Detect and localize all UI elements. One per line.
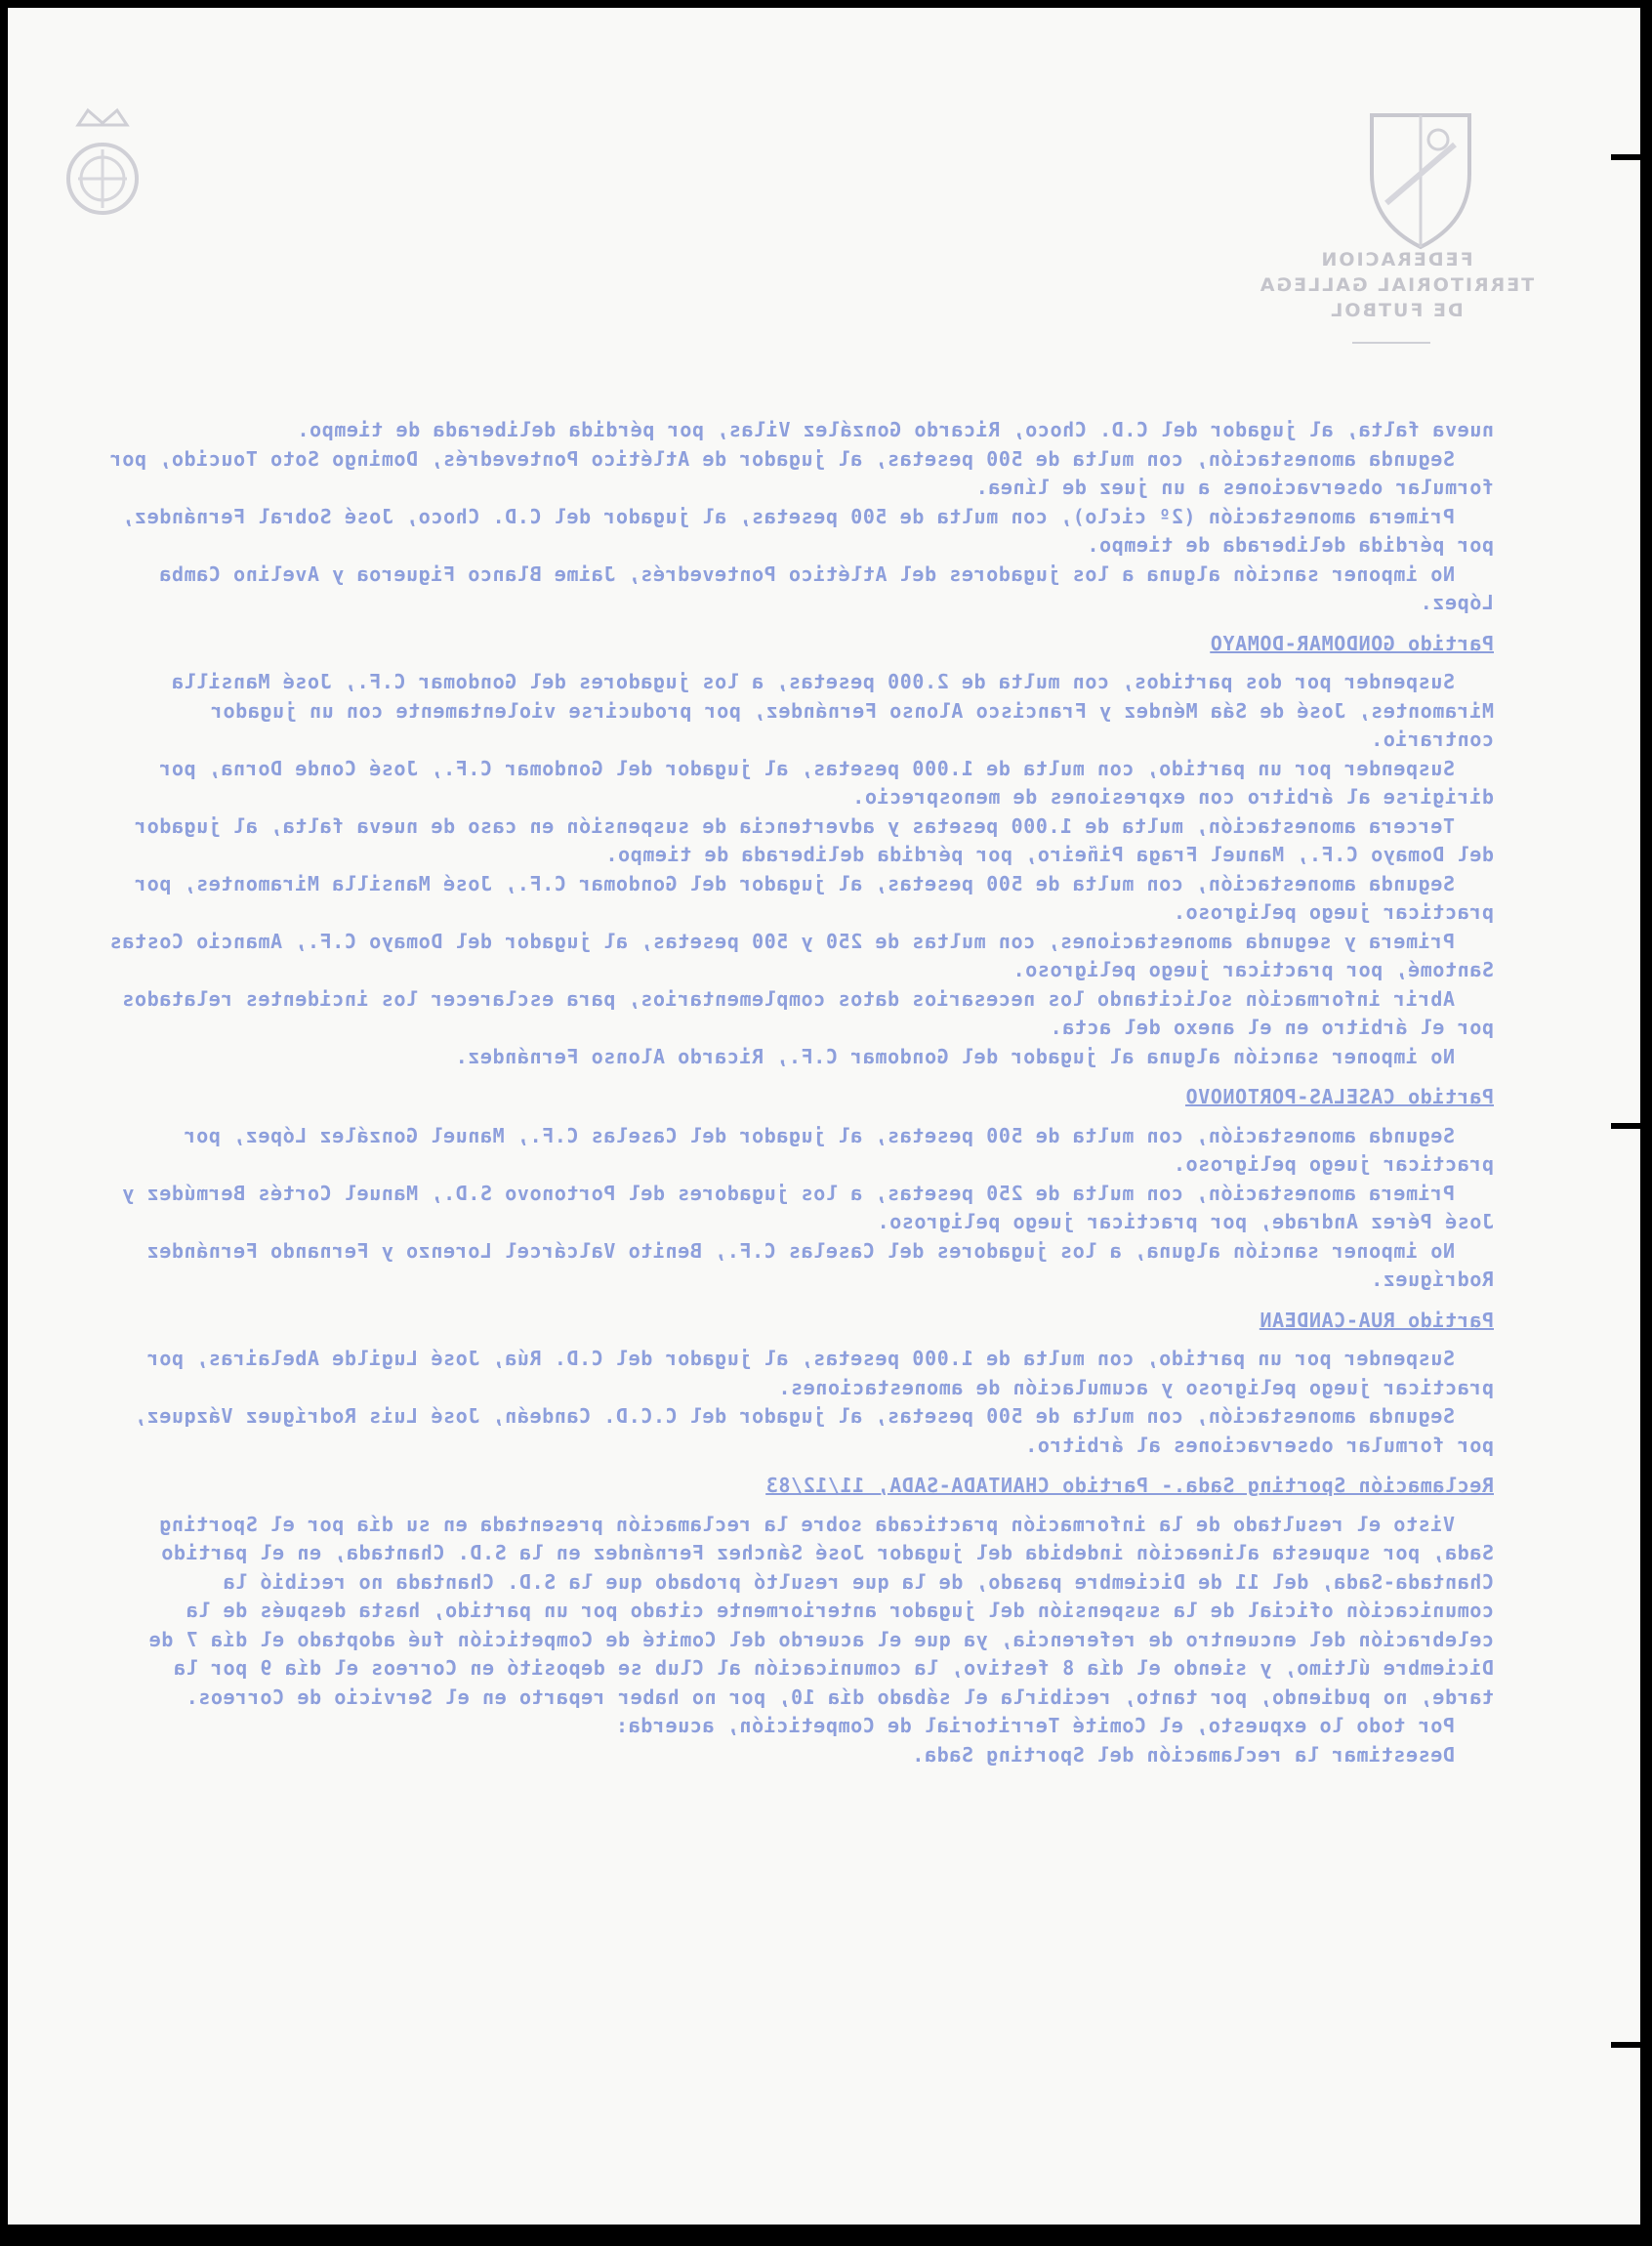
paragraph: Primera y segunda amonestaciones, con multas de 250 y 500 pesetas, al jugador del Domayo C.F., Amancio Costas Santomé, por practicar juego peligroso. — [97, 929, 1494, 981]
paragraph: Segunda amonestación, con multa de 500 pesetas, al jugador del Caselas C.F., Manuel González López, por practicar juego peligroso. — [171, 1123, 1494, 1176]
paragraph: No imponer sanción alguna a los jugadores del Atlético Pontevedrés, Jaime Blanco Figueroa y Avelino Camba López. — [146, 562, 1494, 614]
paragraph: Primera amonestación, con multa de 250 pesetas, a los jugadores del Portonovo S.D., Manuel Cortés Bermúdez y José Pérez Andrade, por practicar juego peligroso. — [109, 1181, 1494, 1233]
section-heading: Partido RUA-CANDEAN — [1259, 1308, 1494, 1332]
letterhead-rule — [1352, 342, 1430, 344]
paragraph: Primera amonestación (2º ciclo), con multa de 500 pesetas, al jugador del C.D. Choco, José Sobral Fernández, por pérdida deliberada de tiempo. — [109, 504, 1494, 557]
mirrored-show-through — [8, 8, 1640, 2225]
paragraph: Desestimar la reclamación del Sporting Sada. — [911, 1742, 1455, 1767]
paragraph: Segunda amonestación, con multa de 500 pesetas, al jugador del Gondomar C.F., José Mansilla Miramontes, por practicar juego peligroso. — [121, 871, 1494, 924]
paragraph: Segunda amonestación, con multa de 500 pesetas, al jugador del C.C.D. Candeán, José Luis Rodríguez Vázquez, por formular observaciones al árbitro. — [121, 1404, 1494, 1457]
section-heading: Partido CASELAS-PORTONOVO — [1184, 1085, 1494, 1108]
section-heading: Partido GONDOMAR-DOMAYO — [1210, 631, 1494, 655]
paragraph: nueva falta, al jugador del C.D. Choco, Ricardo González Vilas, por pérdida deliberada de tiempo. — [296, 418, 1494, 441]
letterhead-line1: FEDERACION TERRITORIAL GALLEGA — [1258, 249, 1535, 296]
paragraph: Por todo lo expuesto, el Comité Territorial de Competición, acuerda: — [615, 1714, 1455, 1737]
paragraph: Suspender por un partido, con multa de 1.000 pesetas, al jugador del Gondomar C.F., José Conde Dorna, por dirigirse al árbitro con expresiones de menosprecio. — [146, 756, 1494, 809]
paragraph: Tercera amonestación, multa de 1.000 pesetas y advertencia de suspensión en caso de nueva falta, al jugador del Domayo C.F., Manuel Fraga Piñeiro, por pérdida deliberada de tiempo. — [121, 813, 1494, 866]
document-body — [90, 416, 1494, 1769]
letterhead — [1250, 247, 1543, 323]
federation-shield-icon — [1352, 105, 1489, 252]
paragraph: Visto el resultado de la información practicada sobre la reclamación presentada en su día por el Sporting Sada, por supuesta alineación indebida del jugador José Sánchez Fernández en la S.D. Chantada, en el partido Chantada-Sada, del 11 de Diciembre pasado, de la que resultó probado que la S.D. Chantada no recibió la comunicación oficial de la suspensión del jugador anteriormente citado por un partido, hasta después de la celebración del encuentro de referencia, ya que el acuerdo del Comité de Competición fué adoptado el día 7 de Diciembre último, y siendo el día 8 festivo, la comunicación al Club se depositó en Correos el día 9 por la tarde, no pudiendo, por tanto, recibirla el sábado día 10, por no haber reparto en el Servicio de Correos. — [136, 1512, 1494, 1709]
document-page — [8, 8, 1640, 2225]
paragraph: No imponer sanción alguna, a los jugadores del Caselas C.F., Benito Valcárcel Lorenzo y Fernando Fernández Rodríguez. — [134, 1238, 1494, 1291]
paragraph: Suspender por dos partidos, con multa de 2.000 pesetas, a los jugadores del Gondomar C.F., José Mansilla Miramontes, José de Sáa Méndez y Francisco Alonso Fernández, por producirse violentamente con un jugador contrario. — [158, 670, 1494, 751]
letterhead-line2: DE FUTBOL — [1329, 300, 1464, 321]
paragraph: Segunda amonestación, con multa de 500 pesetas, al jugador de Atlético Pontevedrés, Domingo Soto Toucido, por formular observaciones a un juez de línea. — [97, 446, 1494, 499]
paragraph: Suspender por un partido, con multa de 1.000 pesetas, al jugador del C.D. Rúa, José Lugilde Abelairas, por practicar juego peligroso y acumulación de amonestaciones. — [134, 1347, 1494, 1399]
paragraph: No imponer sanción alguna al jugador del Gondomar C.F., Ricardo Alonso Fernández. — [455, 1044, 1455, 1068]
crown-crest-icon — [59, 105, 146, 223]
section-heading: Reclamación Sporting Sada.- Partido CHANTADA-SADA, 11/12/83 — [765, 1474, 1494, 1497]
paragraph: Abrir información solicitando los necesarios datos complementarios, para esclarecer los incidentes relatados por el árbitro en el anexo del acta. — [109, 986, 1494, 1039]
